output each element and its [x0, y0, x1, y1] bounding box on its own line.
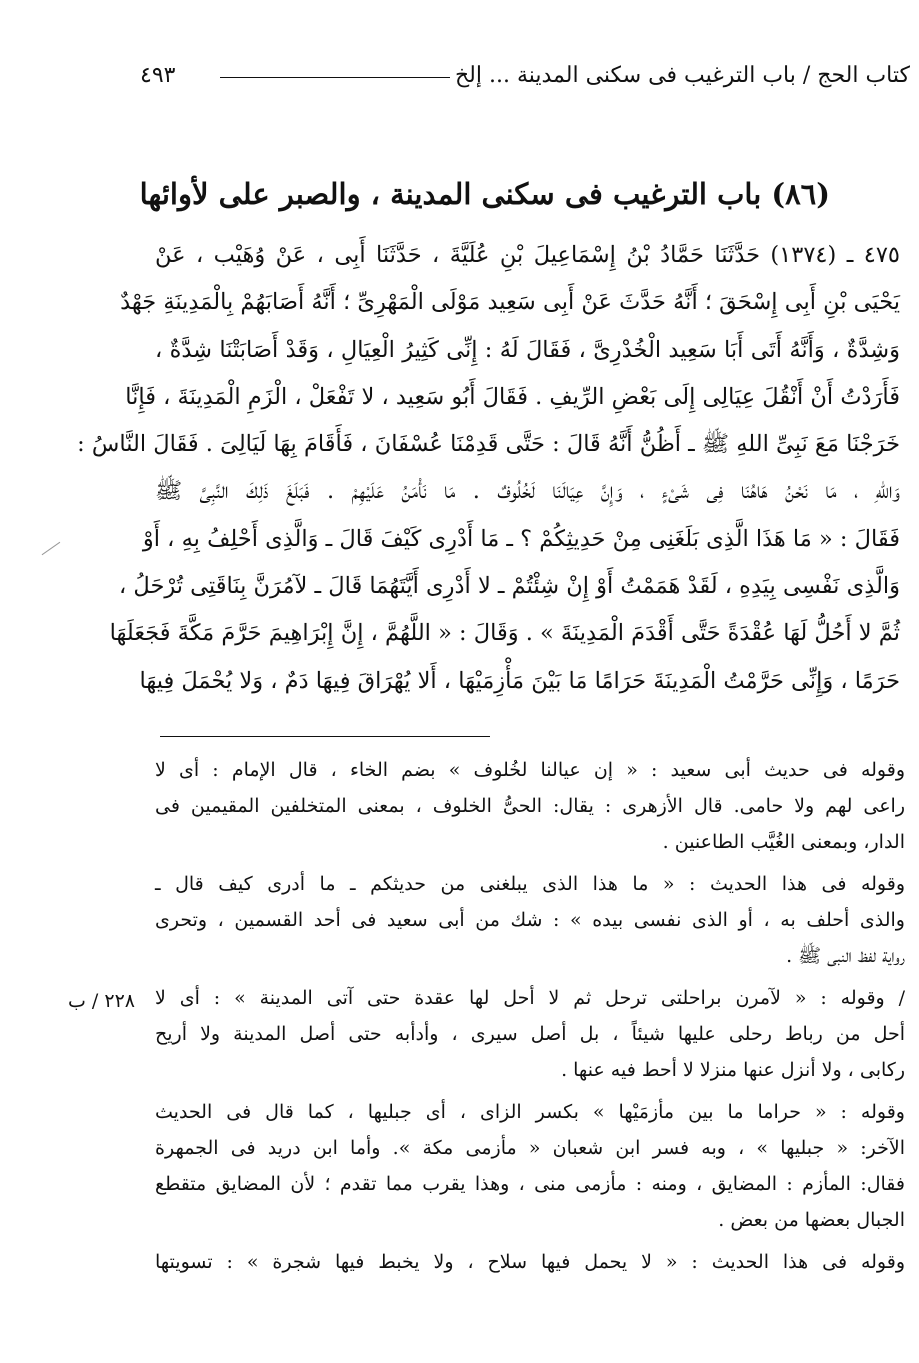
- note-line: ركابى ، ولا أنزل عنها منزلا لا أحط فيه عنها .: [561, 1059, 905, 1081]
- stray-pen-mark: [42, 542, 61, 556]
- main-text-line: خَرَجْنَا مَعَ نَبِىِّ اللهِ ﷺ ـ أَظُنُّ أَنَّهُ قَالَ : حَتَّى قَدِمْنَا عُسْفَانَ ، فَأَقَامَ بِهَا لَيَالِىَ . فَقَالَ النَّاسُ :: [77, 431, 900, 458]
- main-text-line: يَحْيَى بْنِ أَبِى إِسْحَقَ ؛ أَنَّهُ حَدَّثَ عَنْ أَبِى سَعِيد مَوْلَى الْمَهْرِىِّ ؛ أَنَّهُ أَصَابَهُمْ بِالْمَدِينَةِ جَهْدٌ: [120, 289, 900, 316]
- running-title: كتاب الحج / باب الترغيب فى سكنى المدينة ... إلخ: [454, 63, 910, 88]
- main-text-line: فَقَالَ : « مَا هَذَا الَّذِى بَلَغَنِى مِنْ حَدِيثِكُمْ ؟ ـ مَا أَدْرِى كَيْفَ قَالَ ـ وَالَّذِى أَحْلِفُ بِهِ ، أَوْ: [142, 525, 900, 552]
- main-text-line: ٤٧٥ ـ (١٣٧٤) حَدَّثَنَا حَمَّادُ بْنُ إِسْمَاعِيلَ بْنِ عُلَيَّةَ ، حَدَّثَنَا أَبِى ، عَنْ وُهَيْب ، عَنْ: [155, 242, 900, 268]
- main-text-line: وَالَّذِى نَفْسِى بِيَدِهِ ، لَقَدْ هَمَمْتُ أَوْ إِنْ شِئْتُمْ ـ لا أَدْرِى أَيَّتَهُمَا قَالَ ـ لآمُرَنَّ بِنَاقَتِى تُرْحَلُ ،: [118, 573, 900, 600]
- manuscript-folio-mark: ٢٢٨ / ب: [68, 990, 135, 1012]
- note-line: راعى لهم ولا حامى. قال الأزهرى : يقال: الحىُّ الخلوف ، بمعنى المتخلفين المقيمين فى: [155, 795, 905, 817]
- page-header: [140, 58, 910, 94]
- header-rule: [220, 77, 450, 78]
- note-line: رواية لفظ النبى ﷺ .: [786, 945, 905, 967]
- commentary-note: [155, 1244, 905, 1280]
- note-line: الآخر: « جبليها » ، وبه فسر ابن شعبان « مأزمى مكة ». وأما ابن دريد فى الجمهرة: [155, 1137, 905, 1159]
- commentary-note: [155, 1094, 905, 1238]
- note-line: وقوله فى هذا الحديث : « ما هذا الذى يبلغنى من حديثكم ـ ما أدرى كيف قال ـ: [155, 873, 905, 895]
- note-line: الجبال بعضها من بعض .: [718, 1209, 905, 1231]
- commentary-note: [155, 980, 905, 1088]
- note-line: / وقوله : « لآمرن براحلتى ترحل ثم لا أحل لها عقدة حتى آتى المدينة » : أى لا: [155, 987, 905, 1009]
- main-hadith-text: [77, 232, 900, 705]
- note-line: فقال: المأزم : المضايق ، ومنه : مأزمى منى ، وهذا يقرب مما تقدم ؛ لأن المضايق متقطع: [155, 1173, 905, 1195]
- footnote-divider: [160, 736, 490, 737]
- page-number: ٤٩٣: [140, 63, 176, 88]
- commentary-note: [155, 752, 905, 860]
- commentary-note: [155, 866, 905, 974]
- main-text-line: حَرَمًا ، وَإِنِّى حَرَّمْتُ الْمَدِينَةَ حَرَامًا مَا بَيْنَ مَأْزِمَيْهَا ، أَلا يُهْرَاقَ فِيهَا دَمٌ ، وَلا يُحْمَلَ فِيهَا: [139, 667, 900, 694]
- note-line: وقوله فى حديث أبى سعيد : « إن عيالنا لخُلوف » بضم الخاء ، قال الإمام : أى لا: [155, 759, 905, 781]
- note-line: الدار، وبمعنى الغُيَّب الطاعنين .: [662, 831, 905, 853]
- note-line: وقوله : « حراما ما بين مأزمَيْها » بكسر الزاى ، أى جبليها ، كما قال فى الحديث: [155, 1101, 905, 1123]
- commentary-section: [155, 752, 905, 1286]
- main-text-line: فَأَرَدْتُ أَنْ أَنْقُلَ عِيَالِى إِلَى بَعْضِ الرِّيفِ . فَقَالَ أَبُو سَعِيد ، لا تَفْعَلْ ، الْزَمِ الْمَدِينَةَ ، فَإِنَّا: [125, 383, 900, 410]
- main-text-line: وَاللهِ ، مَا نَحْنُ هَاهُنَا فِى شَىْءٍ ، وَإِنَّ عِيَالَنَا لَخُلُوفٌ . مَا نَأْمَنُ عَلَيْهِمْ . فَبَلَغَ ذَلِكَ النَّبِىَّ ﷺ: [155, 478, 900, 505]
- note-line: وقوله فى هذا الحديث : « لا يحمل فيها سلاح ، ولا يخبط فيها شجرة » : تسويتها: [155, 1251, 905, 1273]
- note-line: والذى أحلف به ، أو الذى نفسى بيده » : شك من أبى سعيد فى أحد القسمين ، وتحرى: [155, 909, 905, 931]
- main-text-line: ثُمَّ لا أَحُلُّ لَهَا عُقْدَةً حَتَّى أَقْدَمَ الْمَدِينَةَ » . وَقَالَ : « اللَّهُمَّ ، إِنَّ إِبْرَاهِيمَ حَرَّمَ مَكَّةَ فَجَعَلَهَا: [109, 620, 900, 647]
- main-text-line: وَشِدَّةٌ ، وَأَنَّهُ أَتَى أَبَا سَعِيد الْخُدْرِىَّ ، فَقَالَ لَهُ : إِنِّى كَثِيرُ الْعِيَالِ ، وَقَدْ أَصَابَتْنَا شِدَّةٌ ،: [155, 336, 900, 363]
- chapter-title: (٨٦) باب الترغيب فى سكنى المدينة ، والصبر على لأوائها: [139, 177, 830, 211]
- note-line: أحل من رباط رحلى عليها شيئاً ، بل أصل سيرى ، وأدأبه حتى أصل المدينة ولا أريح: [155, 1023, 905, 1045]
